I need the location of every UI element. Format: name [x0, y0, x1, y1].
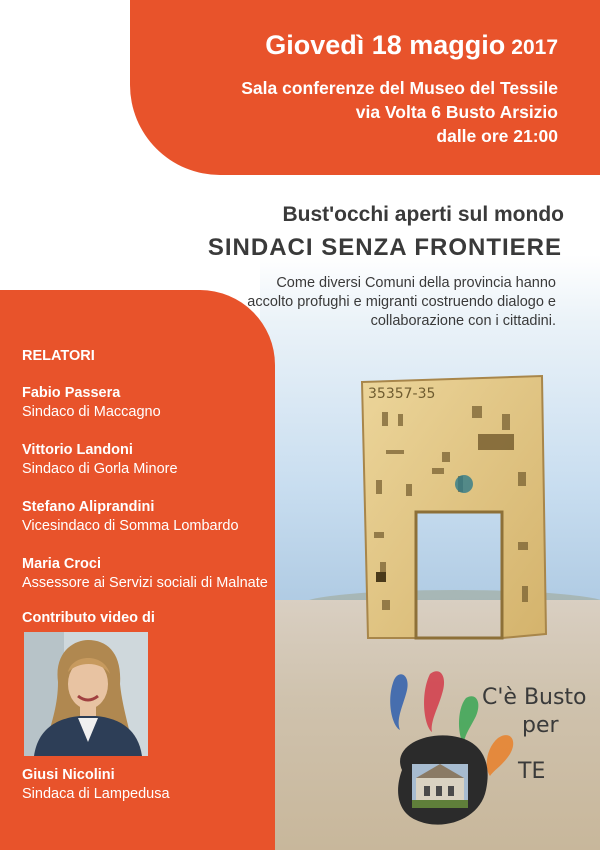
busto-per-te-logo: [372, 660, 587, 840]
speaker-name: Maria Croci: [22, 556, 101, 572]
speaker-role: Assessore ai Servizi sociali di Malnate: [22, 575, 268, 591]
event-time: dalle ore 21:00: [436, 126, 558, 146]
speakers-heading: RELATORI: [22, 348, 95, 364]
video-contribution-heading: Contributo video di: [22, 610, 155, 626]
logo-line-3: TE: [518, 759, 546, 784]
event-venue: Sala conferenze del Museo del Tessile: [241, 78, 558, 98]
event-day-date: Giovedì 18 maggio: [265, 30, 506, 60]
speaker-item: [22, 498, 239, 536]
event-intro: Come diversi Comuni della provincia hanno accolto profughi e migranti costruendo dialogo e collaborazione con i cittadini.: [247, 275, 556, 329]
event-address: via Volta 6 Busto Arsizio: [355, 102, 558, 122]
speaker-item: [22, 384, 161, 422]
speaker-name: Fabio Passera: [22, 385, 121, 401]
speaker-item: [22, 555, 268, 593]
event-year: 2017: [511, 36, 558, 59]
event-title: SINDACI SENZA FRONTIERE: [207, 234, 562, 261]
event-subtitle: Bust'occhi aperti sul mondo: [282, 203, 564, 226]
event-date: [265, 30, 558, 61]
monument-gate-image: [352, 372, 552, 640]
monument-inscription: 35357-35: [368, 386, 436, 402]
speaker-name: Vittorio Landoni: [22, 442, 133, 458]
speaker-name: Stefano Aliprandini: [22, 499, 155, 515]
speaker-item: [22, 441, 178, 479]
speaker-role: Sindaco di Maccagno: [22, 404, 161, 420]
portrait-illustration: [24, 632, 148, 756]
guest-info: [22, 766, 170, 804]
speaker-role: Vicesindaco di Somma Lombardo: [22, 518, 239, 534]
logo-line-2: per: [522, 713, 559, 738]
logo-line-1: C'è Busto: [482, 685, 587, 710]
guest-portrait: [24, 632, 148, 756]
guest-role: Sindaca di Lampedusa: [22, 786, 170, 802]
guest-name: Giusi Nicolini: [22, 767, 115, 783]
speaker-role: Sindaco di Gorla Minore: [22, 461, 178, 477]
